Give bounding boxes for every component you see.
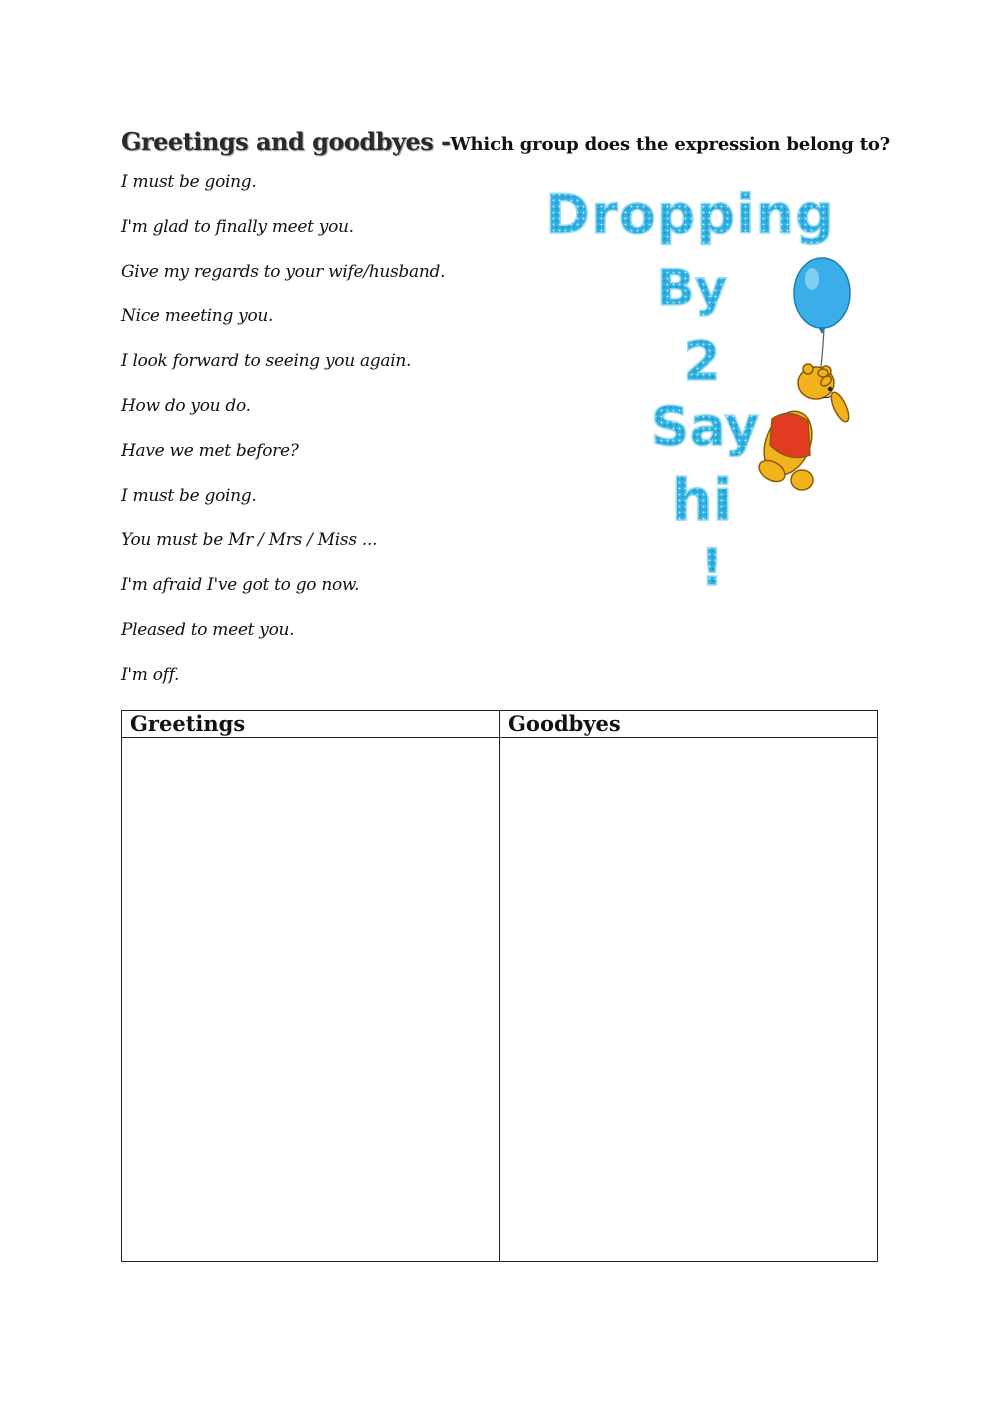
art-word-dropping: Dropping	[545, 183, 835, 246]
dropping-by-clipart	[540, 175, 860, 600]
goodbyes-answer-area[interactable]	[500, 738, 878, 1262]
worksheet-title: Greetings and goodbyes -	[121, 127, 451, 156]
art-word-say: Say	[650, 395, 760, 458]
expression-item: Nice meeting you.	[121, 306, 274, 327]
goodbyes-column-header: Goodbyes	[500, 711, 878, 738]
art-word-two: 2	[683, 330, 721, 393]
expression-item: I must be going.	[121, 485, 257, 506]
worksheet-instruction: Which group does the expression belong to?	[450, 134, 891, 155]
expression-item: Pleased to meet you.	[121, 619, 295, 640]
expression-list	[121, 168, 445, 706]
sorting-table	[121, 710, 878, 1262]
expression-item: I must be going.	[121, 172, 257, 192]
bear-icon	[755, 364, 852, 490]
expression-item: I'm afraid I've got to go now.	[121, 575, 360, 596]
greetings-answer-area[interactable]	[122, 738, 500, 1262]
worksheet-heading	[121, 120, 890, 158]
art-word-exclaim: !	[700, 538, 724, 598]
expression-item: I look forward to seeing you again.	[121, 351, 412, 372]
greetings-column-header: Greetings	[122, 711, 500, 738]
balloon-icon	[794, 258, 850, 375]
expression-item: Give my regards to your wife/husband.	[121, 261, 446, 282]
expression-item: Have we met before?	[121, 440, 299, 461]
expression-item: I'm off.	[121, 664, 180, 685]
art-word-hi: hi	[671, 466, 733, 534]
expression-item: You must be Mr / Mrs / Miss ...	[121, 530, 378, 551]
expression-item: I'm glad to finally meet you.	[121, 216, 354, 237]
art-word-by: By	[656, 259, 728, 317]
expression-item: How do you do.	[121, 395, 251, 416]
